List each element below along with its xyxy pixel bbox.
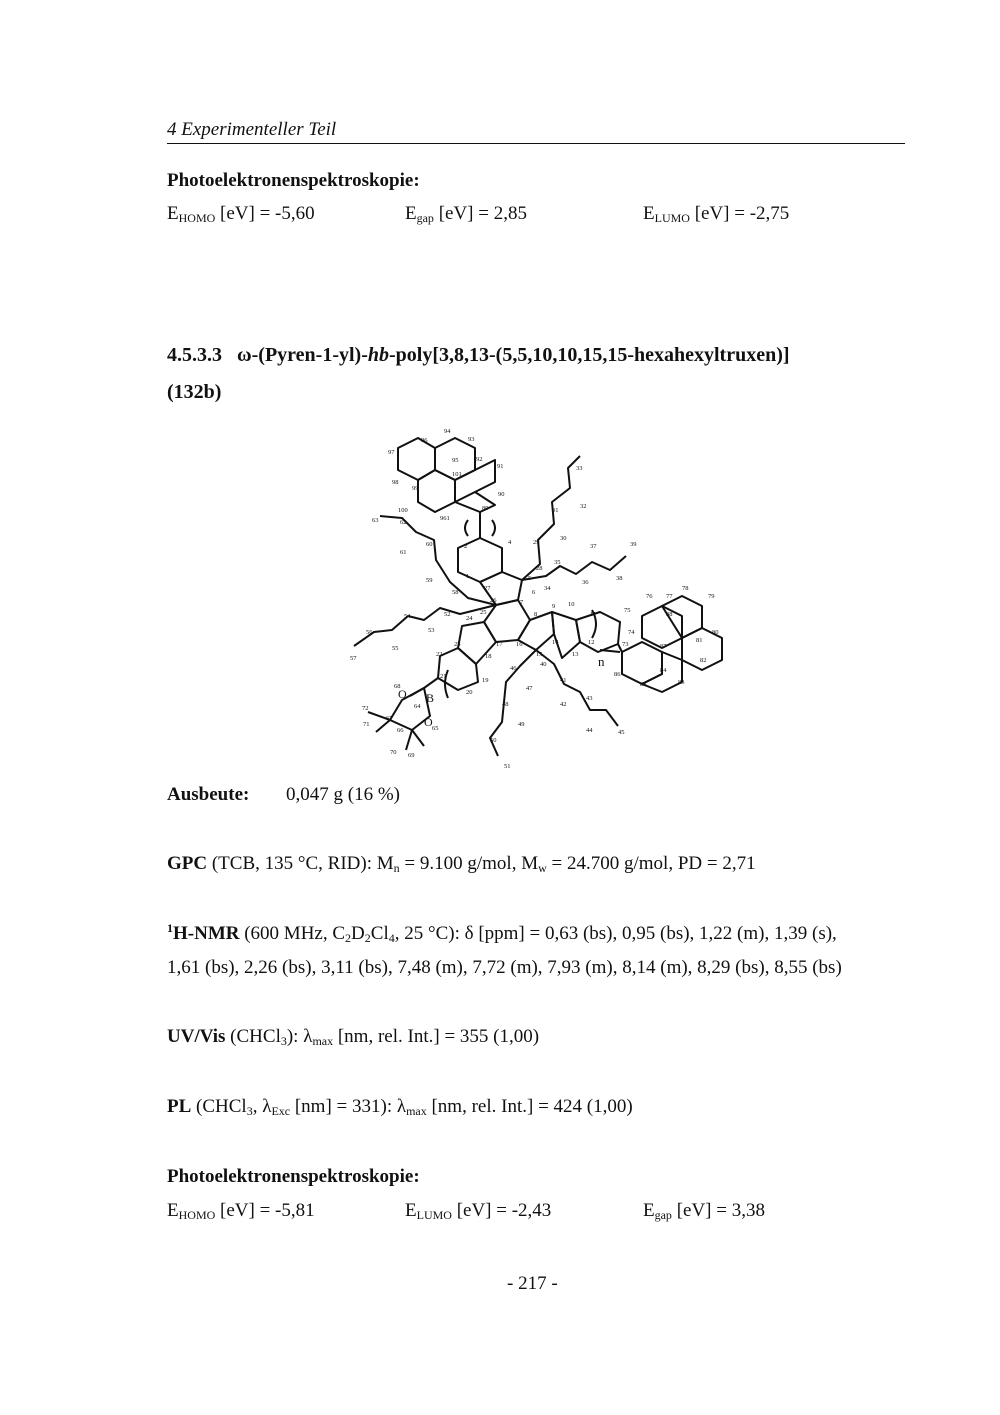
- svg-text:53: 53: [428, 627, 435, 634]
- svg-text:56: 56: [366, 629, 373, 636]
- svg-text:38: 38: [616, 575, 623, 582]
- svg-text:22: 22: [436, 651, 443, 658]
- svg-text:75: 75: [624, 607, 631, 614]
- section-heading: 4.5.3.3 ω-(Pyren-1-yl)-hb-poly[3,8,13-(5,5,10,10,15,15-hexahexyltruxen)]: [167, 344, 790, 366]
- svg-text:2: 2: [464, 543, 468, 550]
- svg-text:99: 99: [412, 485, 419, 492]
- ehomo-value-2: $E_{HOMO}$ [eV] = -5,81: [167, 1200, 315, 1222]
- svg-text:O: O: [398, 687, 407, 701]
- svg-text:83: 83: [678, 679, 685, 686]
- nmr-line-2: 1,61 (bs), 2,26 (bs), 3,11 (bs), 7,48 (m), 7,72 (m), 7,93 (m), 8,14 (m), 8,29 (bs), 8,55 (bs): [167, 957, 842, 978]
- svg-text:87: 87: [660, 643, 667, 650]
- svg-text:14: 14: [552, 639, 559, 646]
- svg-text:44: 44: [586, 727, 593, 734]
- svg-text:98: 98: [392, 479, 399, 486]
- svg-text:36: 36: [582, 579, 589, 586]
- svg-text:6: 6: [532, 589, 536, 596]
- svg-text:82: 82: [700, 657, 707, 664]
- gpc-line: GPC (TCB, 135 °C, RID): $M_n = 9.100$ g/mol, $M_w = 24.700$ g/mol, PD = 2,71: [167, 853, 756, 875]
- svg-text:40: 40: [540, 661, 547, 668]
- svg-text:51: 51: [504, 763, 511, 770]
- svg-text:68: 68: [394, 683, 401, 690]
- svg-text:10: 10: [568, 601, 575, 608]
- svg-text:25: 25: [480, 609, 487, 616]
- svg-text:100: 100: [398, 507, 408, 514]
- svg-text:81: 81: [696, 637, 703, 644]
- svg-text:41: 41: [560, 677, 567, 684]
- svg-text:35: 35: [554, 559, 561, 566]
- svg-text:32: 32: [580, 503, 587, 510]
- svg-text:72: 72: [362, 705, 369, 712]
- egap-value-1: $E_{gap}$ [eV] = 2,85: [405, 203, 527, 225]
- svg-text:17: 17: [496, 641, 503, 648]
- page-number: - 217 -: [507, 1273, 558, 1294]
- svg-text:43: 43: [586, 695, 593, 702]
- ehomo-value-1: $E_{HOMO}$ [eV] = -5,60: [167, 203, 315, 225]
- svg-text:97: 97: [388, 449, 395, 456]
- svg-text:54: 54: [404, 613, 411, 620]
- svg-text:21: 21: [440, 673, 447, 680]
- svg-text:85: 85: [640, 681, 647, 688]
- svg-text:18: 18: [485, 653, 492, 660]
- svg-text:1: 1: [466, 573, 470, 580]
- elumo-value-2: $E_{LUMO}$ [eV] = -2,43: [405, 1200, 552, 1222]
- chemical-structure-diagram: [340, 420, 740, 775]
- svg-text:29: 29: [533, 539, 540, 546]
- pes-title-1: Photoelektronenspektroskopie:: [167, 170, 420, 191]
- svg-text:64: 64: [414, 703, 421, 710]
- svg-text:89: 89: [482, 505, 489, 512]
- svg-text:n: n: [598, 654, 605, 669]
- svg-text:69: 69: [408, 752, 415, 759]
- svg-text:95: 95: [452, 457, 459, 464]
- pes-title-2: Photoelektronenspektroskopie:: [167, 1166, 420, 1187]
- svg-text:62: 62: [400, 519, 407, 526]
- svg-text:961: 961: [440, 515, 450, 522]
- svg-text:94: 94: [444, 428, 451, 435]
- svg-text:86: 86: [614, 671, 621, 678]
- svg-text:63: 63: [372, 517, 379, 524]
- svg-text:58: 58: [452, 589, 459, 596]
- yield-label: Ausbeute:: [167, 784, 250, 805]
- svg-text:20: 20: [466, 689, 473, 696]
- svg-text:93: 93: [468, 436, 475, 443]
- svg-text:48: 48: [502, 701, 509, 708]
- svg-text:92: 92: [476, 456, 483, 463]
- svg-text:34: 34: [544, 585, 551, 592]
- svg-text:46: 46: [510, 665, 517, 672]
- svg-text:47: 47: [526, 685, 533, 692]
- svg-text:59: 59: [426, 577, 433, 584]
- pl-line: PL (CHCl$_3$, $\lambda_{Exc}$ [nm] = 331): $\lambda_{max}$ [nm, rel. Int.] = 424 (1,00): [167, 1096, 633, 1118]
- svg-text:73: 73: [622, 641, 629, 648]
- svg-text:80: 80: [712, 629, 719, 636]
- svg-text:74: 74: [628, 629, 635, 636]
- svg-text:70: 70: [390, 749, 397, 756]
- svg-text:42: 42: [560, 701, 567, 708]
- svg-text:96: 96: [421, 437, 428, 444]
- svg-text:66: 66: [397, 727, 404, 734]
- svg-text:12: 12: [588, 639, 595, 646]
- svg-text:50: 50: [490, 737, 497, 744]
- uvvis-line: UV/Vis (CHCl$_3$): $\lambda_{max}$ [nm, rel. Int.] = 355 (1,00): [167, 1026, 540, 1048]
- egap-value-2: $E_{gap}$ [eV] = 3,38: [643, 1200, 765, 1222]
- svg-text:84: 84: [660, 667, 667, 674]
- elumo-value-1: $E_{LUMO}$ [eV] = -2,75: [643, 203, 790, 225]
- svg-text:76: 76: [646, 593, 653, 600]
- svg-text:61: 61: [400, 549, 407, 556]
- svg-text:4: 4: [508, 539, 512, 546]
- compound-number: (132b): [167, 381, 222, 403]
- nmr-line-1: $^1$H-NMR (600 MHz, $C_2D_2Cl_4$, 25 °C): δ [ppm] = 0,63 (bs), 0,95 (bs), 1,22 (m), 1,39 (s),: [167, 921, 837, 945]
- svg-text:26: 26: [490, 597, 497, 604]
- section-number: 4.5.3.3: [167, 344, 222, 366]
- svg-text:88: 88: [666, 611, 673, 618]
- svg-text:60: 60: [426, 541, 433, 548]
- svg-text:78: 78: [682, 585, 689, 592]
- svg-text:91: 91: [497, 463, 504, 470]
- svg-text:11: 11: [590, 611, 597, 618]
- svg-text:B: B: [426, 691, 435, 705]
- svg-text:24: 24: [466, 615, 473, 622]
- svg-text:7: 7: [520, 599, 524, 606]
- svg-text:5: 5: [528, 575, 532, 582]
- yield-value: 0,047 g (16 %): [286, 784, 400, 805]
- svg-text:O: O: [424, 715, 433, 729]
- svg-text:13: 13: [572, 651, 579, 658]
- svg-text:90: 90: [498, 491, 505, 498]
- svg-text:23: 23: [454, 641, 461, 648]
- svg-text:19: 19: [482, 677, 489, 684]
- svg-text:45: 45: [618, 729, 625, 736]
- running-header: 4 Experimenteller Teil: [167, 119, 337, 140]
- svg-text:71: 71: [363, 721, 370, 728]
- header-rule: [167, 143, 905, 144]
- svg-text:27: 27: [484, 585, 491, 592]
- svg-text:49: 49: [518, 721, 525, 728]
- svg-text:65: 65: [432, 725, 439, 732]
- svg-text:52: 52: [444, 611, 451, 618]
- svg-text:79: 79: [708, 593, 715, 600]
- svg-text:57: 57: [350, 655, 357, 662]
- svg-text:33: 33: [576, 465, 583, 472]
- svg-text:55: 55: [392, 645, 399, 652]
- svg-text:28: 28: [536, 565, 543, 572]
- svg-text:8: 8: [534, 611, 538, 618]
- svg-text:77: 77: [666, 593, 673, 600]
- svg-text:39: 39: [630, 541, 637, 548]
- svg-text:16: 16: [516, 641, 523, 648]
- svg-text:37: 37: [590, 543, 597, 550]
- svg-text:15: 15: [536, 651, 543, 658]
- svg-text:31: 31: [552, 507, 559, 514]
- svg-text:67: 67: [386, 715, 393, 722]
- svg-text:30: 30: [560, 535, 567, 542]
- svg-text:9: 9: [552, 603, 556, 610]
- svg-text:101: 101: [452, 471, 462, 478]
